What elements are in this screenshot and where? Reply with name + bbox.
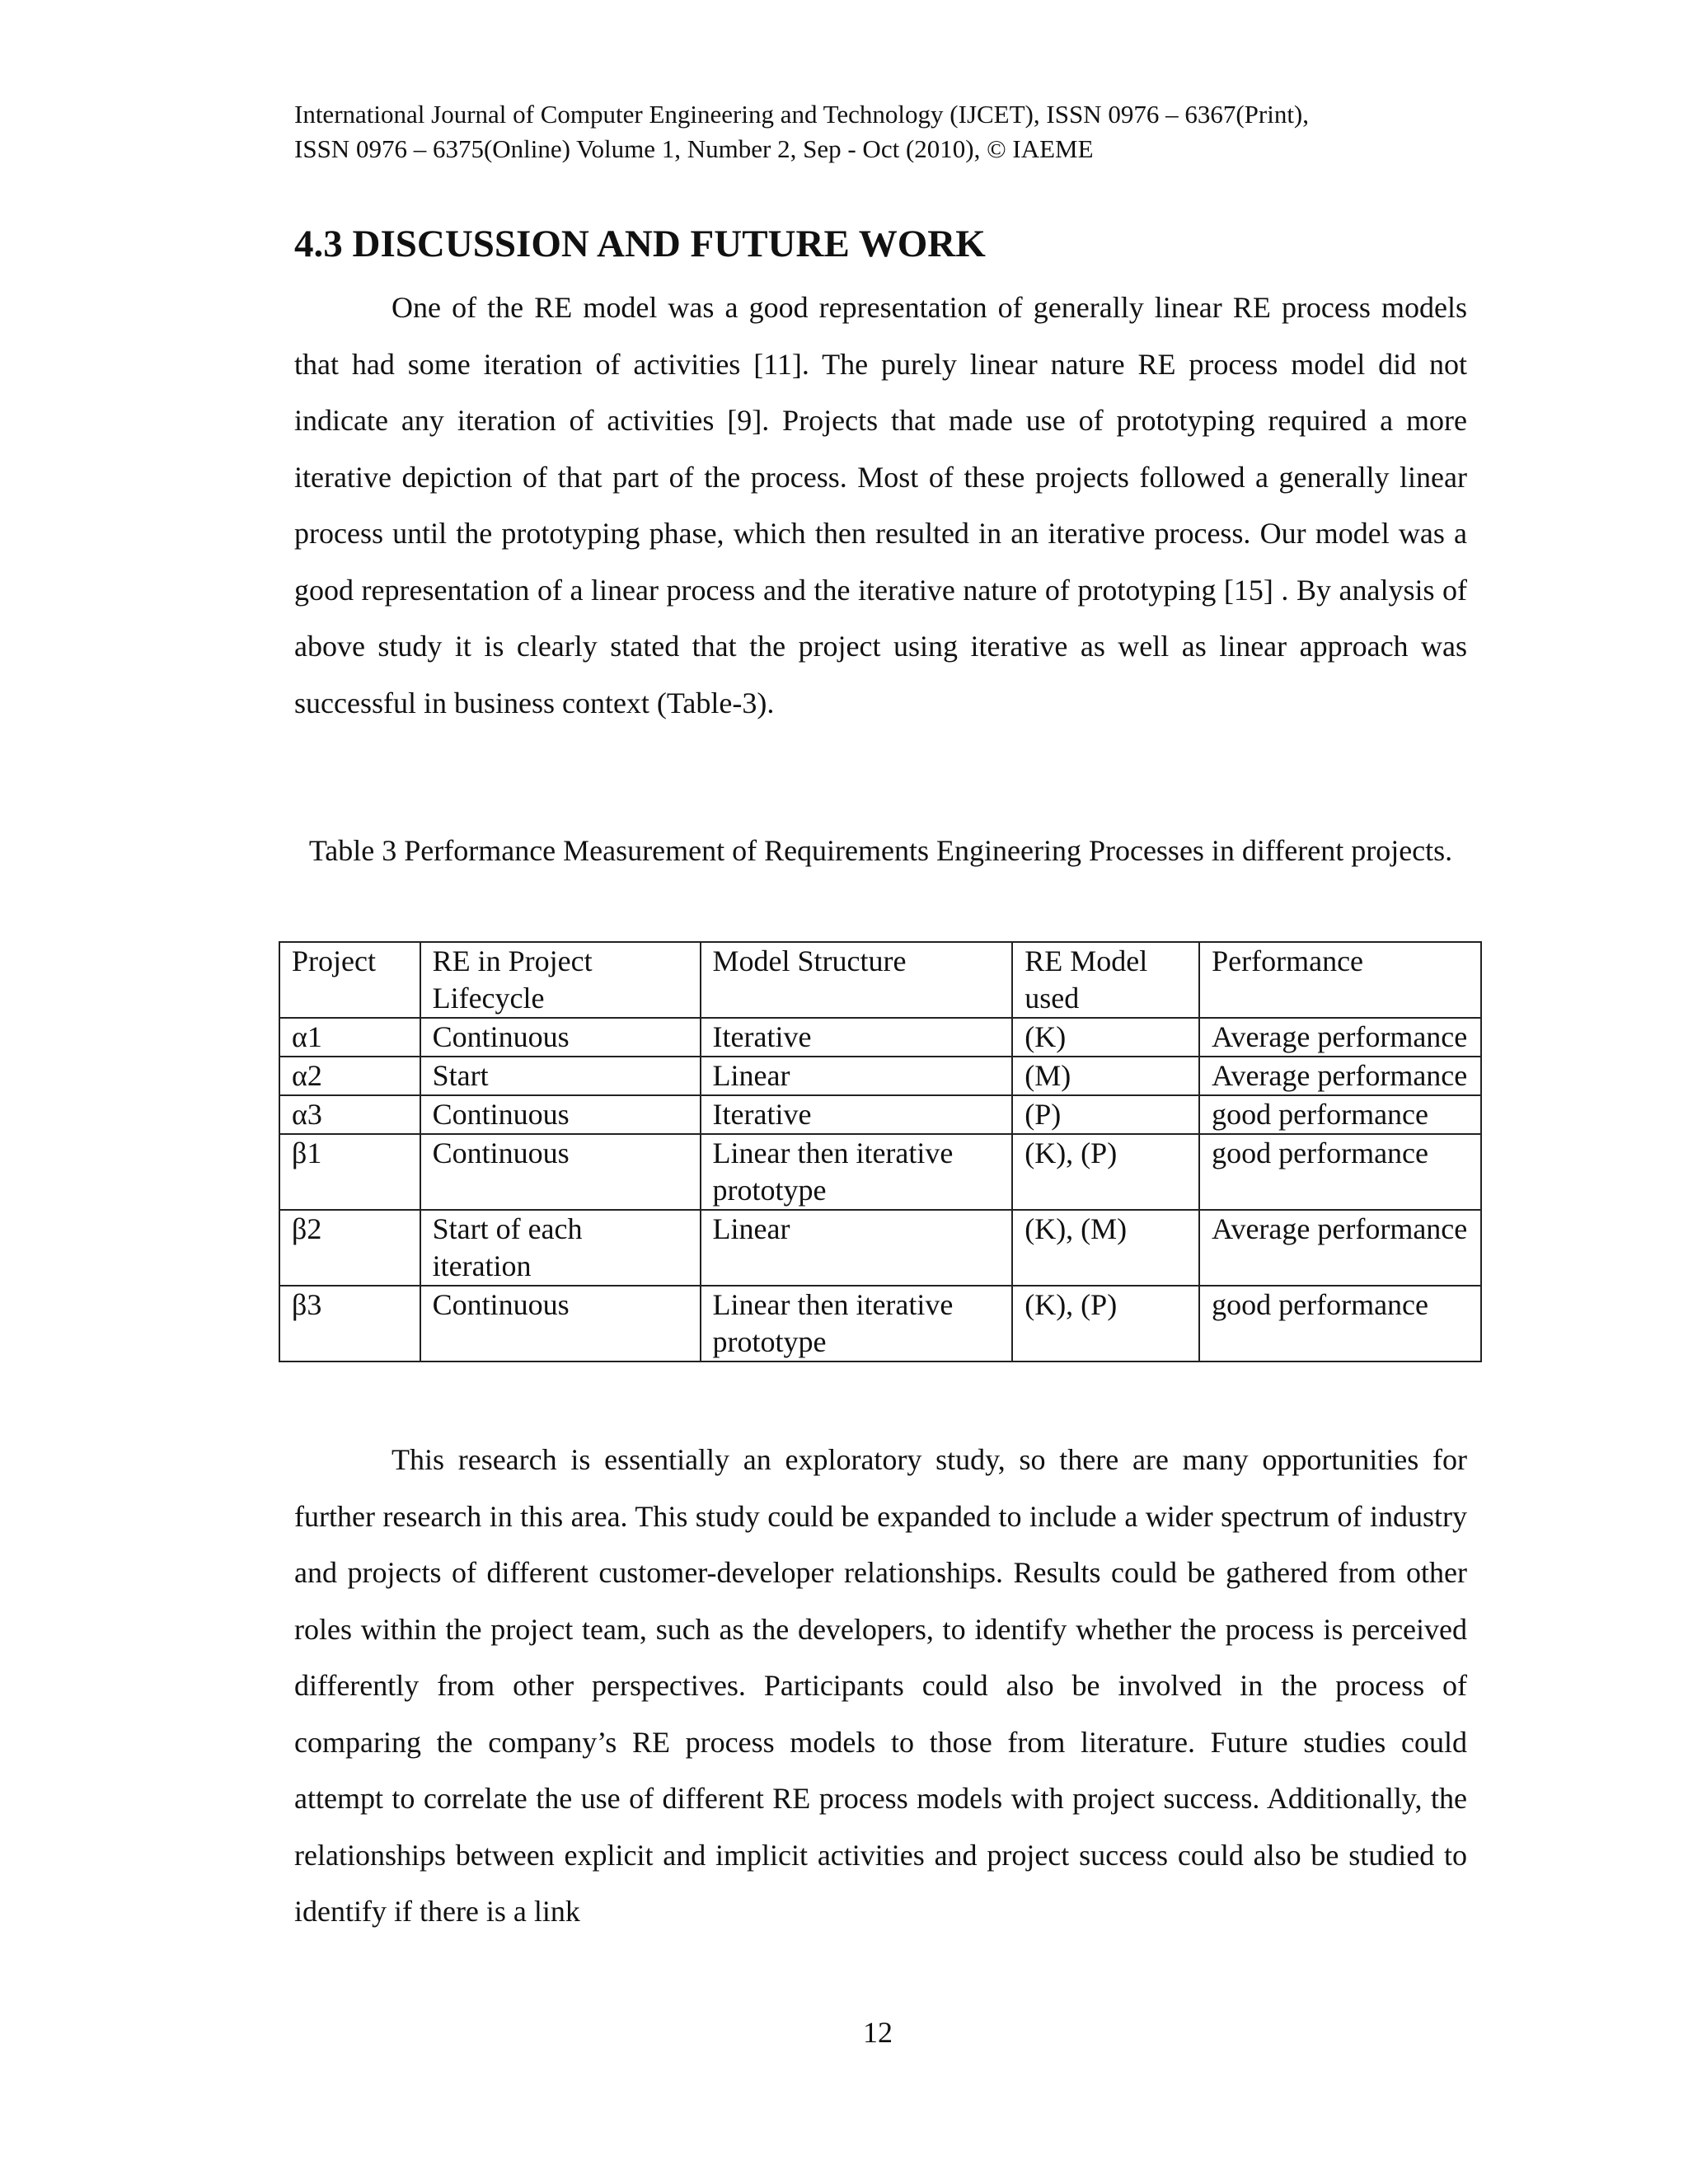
page-number: 12 [863,2016,893,2049]
cell-project: α1 [279,1018,420,1057]
cell-re-in-lifecycle: Continuous [420,1134,701,1210]
table-row [279,1095,1481,1134]
cell-model-structure: Iterative [701,1095,1013,1134]
header-re-in-project-lifecycle: RE in Project Lifecycle [420,942,701,1018]
running-header-line-1: International Journal of Computer Engineering and Technology (IJCET), ISSN 0976 – 6367(Print), [294,100,1310,129]
cell-project: α3 [279,1095,420,1134]
cell-re-model-used: (K), (P) [1012,1286,1199,1361]
cell-re-in-lifecycle: Continuous [420,1286,701,1361]
cell-project: β2 [279,1210,420,1286]
cell-performance: good performance [1199,1286,1481,1361]
cell-project: β3 [279,1286,420,1361]
cell-re-model-used: (K) [1012,1018,1199,1057]
cell-project: α2 [279,1057,420,1095]
table-header-row [279,942,1481,1018]
table-caption: Table 3 Performance Measurement of Requirements Engineering Processes in different projects. [308,834,1453,867]
paragraph-discussion: One of the RE model was a good representation of generally linear RE process models that had some iteration of activities [11]. The purely linear nature RE process model did not indicate any iteration of activities [9]. Projects that made use of prototyping required a more iterative depiction of that part of the process. Most of these projects followed a generally linear process until the prototyping phase, which then resulted in an iterative process. Our model was a good representation of a linear process and the iterative nature of prototyping [15] . By analysis of above study it is clearly stated that the project using iterative as well as linear approach was successful in business context (Table-3). [294,291,1467,719]
table-row [279,1210,1481,1286]
table-row [279,1286,1481,1361]
header-re-model-used: RE Model used [1012,942,1199,1018]
table-row [279,1057,1481,1095]
cell-performance: good performance [1199,1095,1481,1134]
table-row [279,1018,1481,1057]
cell-model-structure: Linear then iterative prototype [701,1286,1013,1361]
paragraph-future-work: This research is essentially an exploratory study, so there are many opportunities for further research in this area. This study could be expanded to include a wider spectrum of industry and projects of different customer-developer relationships. Results could be gathered from other roles within the project team, such as the developers, to identify whether the process is perceived differently from other perspectives. Participants could also be involved in the process of comparing the company’s RE process models to those from literature. Future studies could attempt to correlate the use of different RE process models with project success. Additionally, the relationships between explicit and implicit activities and project success could also be studied to identify if there is a link [294,1443,1467,1928]
cell-re-in-lifecycle: Start of each iteration [420,1210,701,1286]
cell-model-structure: Linear [701,1210,1013,1286]
running-header [294,97,1531,166]
cell-re-model-used: (P) [1012,1095,1199,1134]
header-performance: Performance [1199,942,1481,1018]
cell-model-structure: Linear then iterative prototype [701,1134,1013,1210]
header-project: Project [279,942,420,1018]
cell-performance: Average performance [1199,1057,1481,1095]
cell-re-model-used: (M) [1012,1057,1199,1095]
cell-performance: Average performance [1199,1210,1481,1286]
table-body [279,1018,1481,1361]
cell-re-model-used: (K), (M) [1012,1210,1199,1286]
table-row [279,1134,1481,1210]
cell-performance: good performance [1199,1134,1481,1210]
cell-project: β1 [279,1134,420,1210]
cell-re-in-lifecycle: Continuous [420,1018,701,1057]
cell-model-structure: Linear [701,1057,1013,1095]
cell-re-model-used: (K), (P) [1012,1134,1199,1210]
cell-performance: Average performance [1199,1018,1481,1057]
running-header-line-2: ISSN 0976 – 6375(Online) Volume 1, Number 2, Sep - Oct (2010), © IAEME [294,134,1094,163]
performance-table [279,941,1482,1362]
cell-model-structure: Iterative [701,1018,1013,1057]
section-title: 4.3 DISCUSSION AND FUTURE WORK [294,223,986,265]
header-model-structure: Model Structure [701,942,1013,1018]
table-header [279,942,1481,1018]
cell-re-in-lifecycle: Start [420,1057,701,1095]
cell-re-in-lifecycle: Continuous [420,1095,701,1134]
